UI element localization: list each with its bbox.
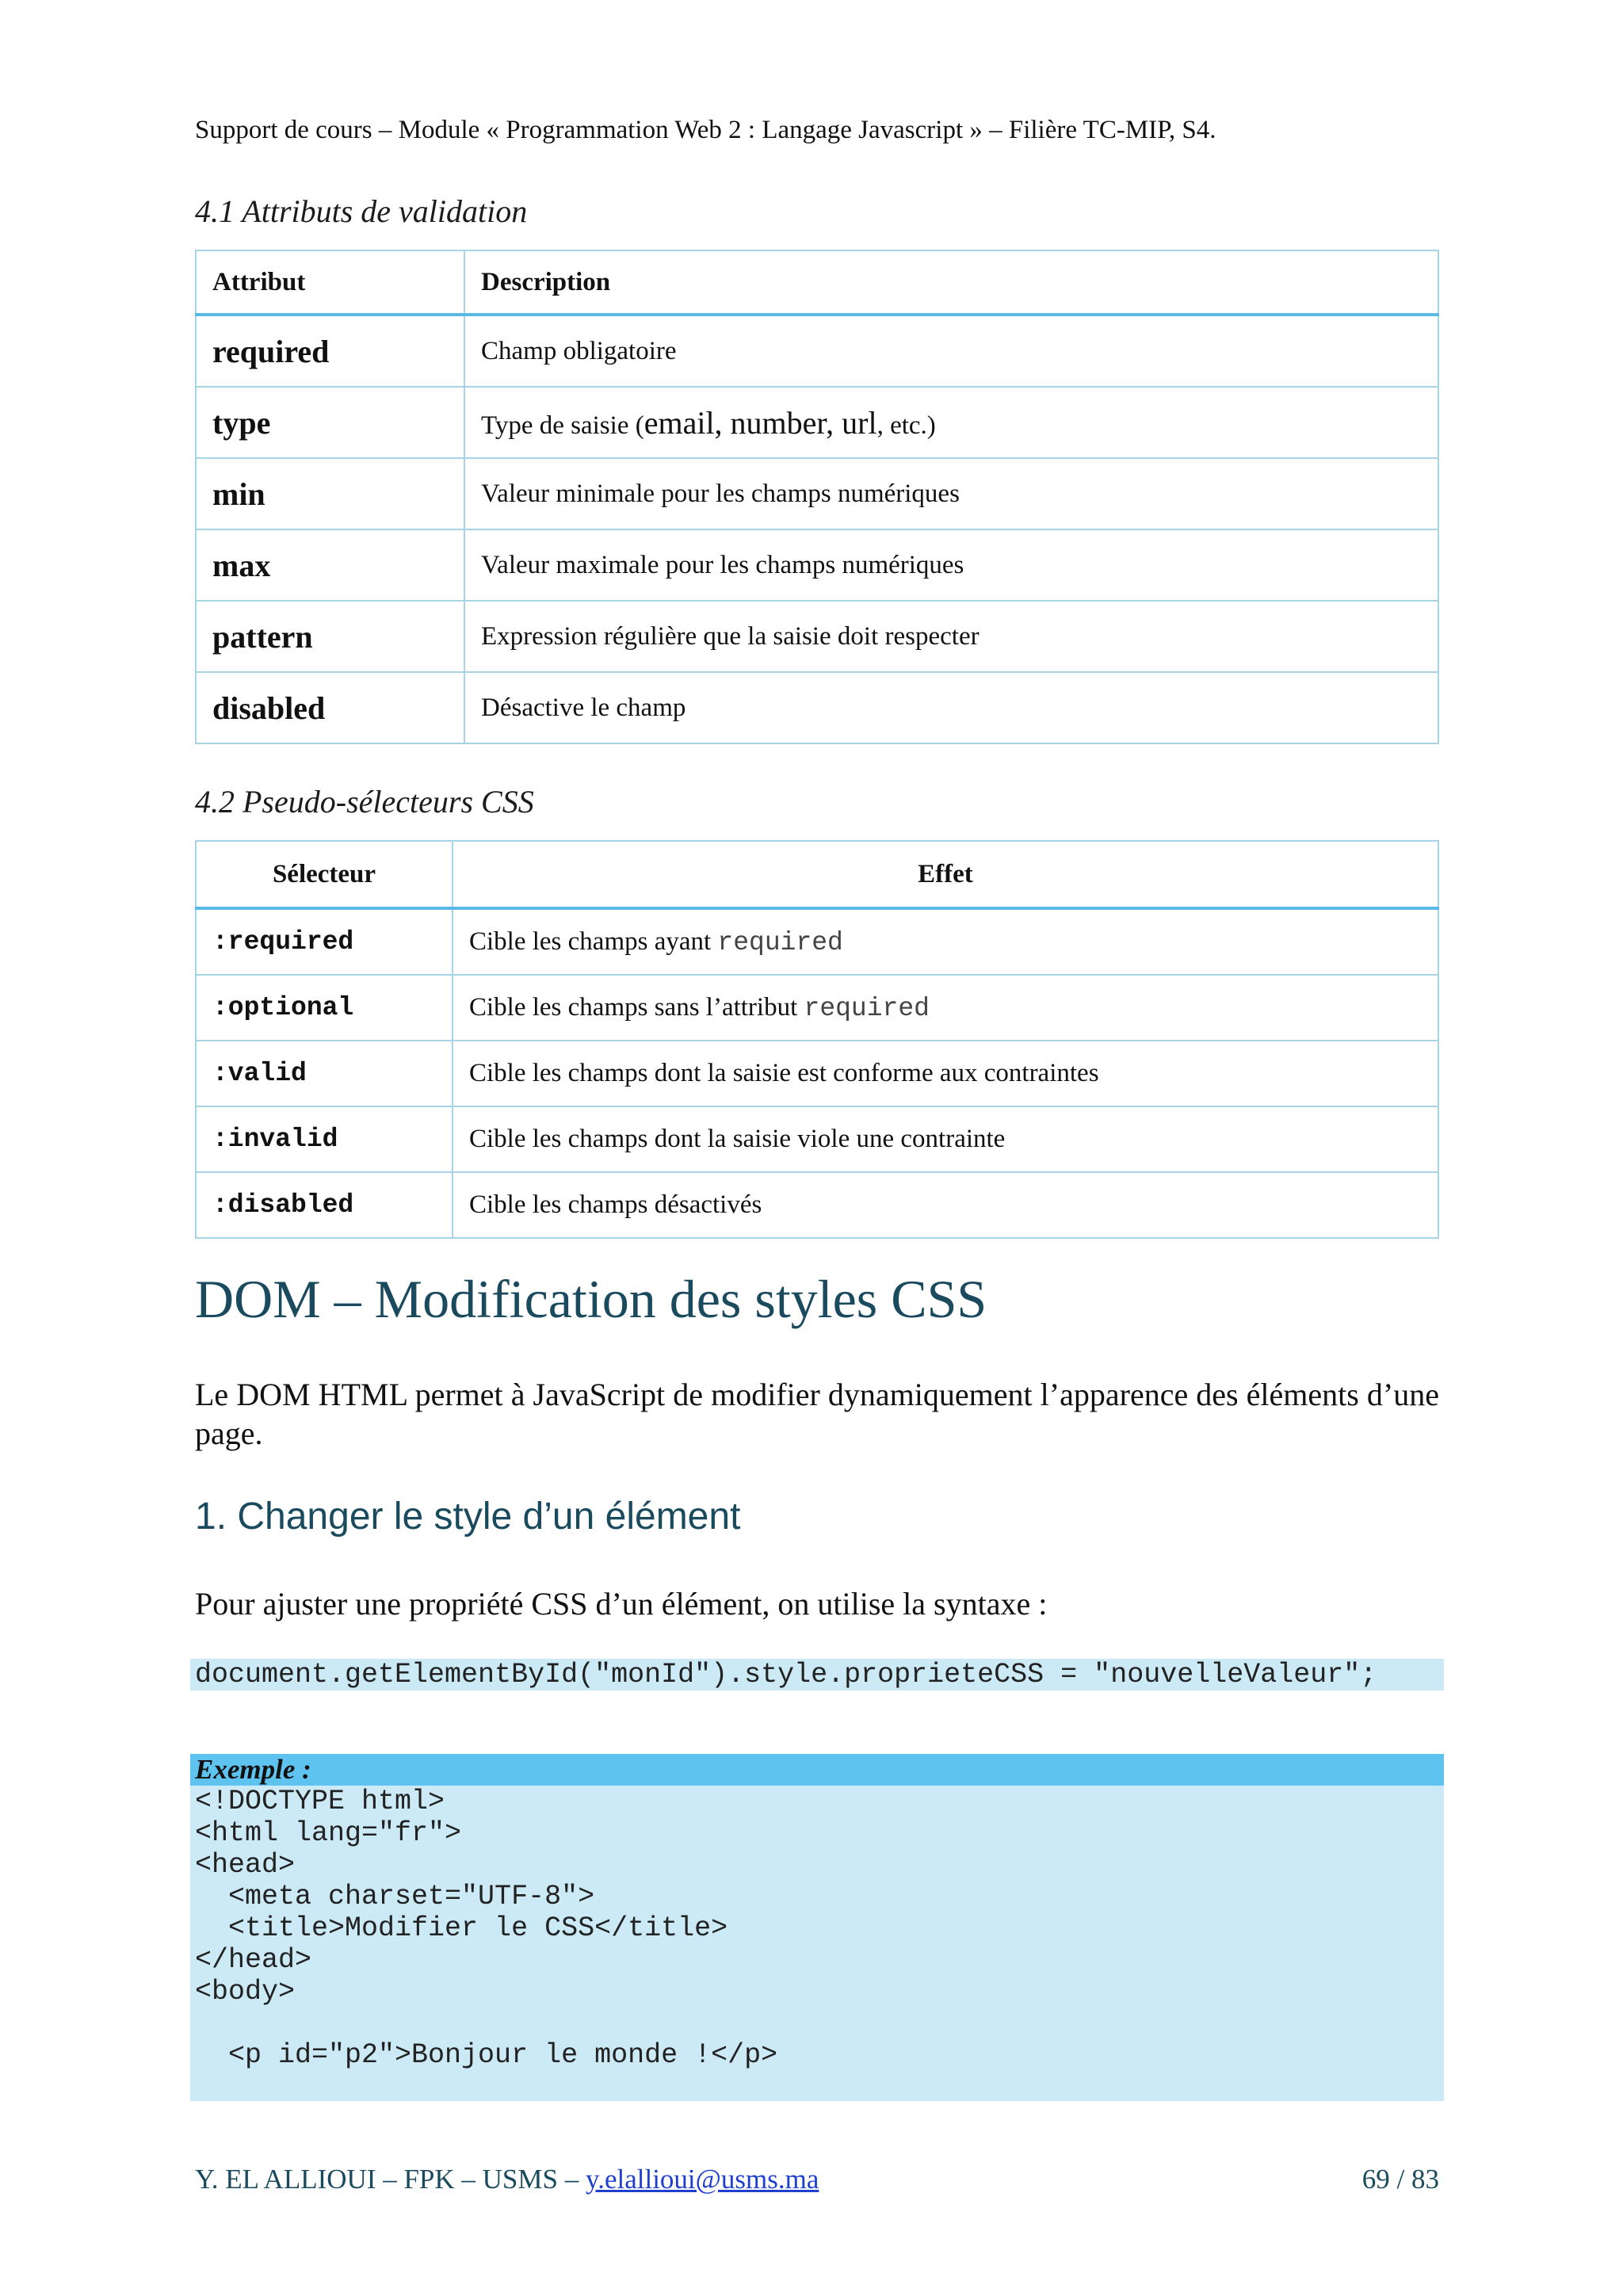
footer-author: Y. EL ALLIOUI – FPK – USMS – (195, 2164, 586, 2195)
column-header-selecteur: Sélecteur (196, 841, 453, 908)
table-row (196, 387, 1438, 458)
column-header-effet: Effet (453, 841, 1438, 908)
footer-email-link[interactable]: y.elallioui@usms.ma (585, 2164, 819, 2195)
description-prefix: Type de saisie ( (481, 411, 644, 440)
footer-author-line (195, 2164, 819, 2195)
effect-code: required (804, 993, 930, 1023)
description-cell: Expression régulière que la saisie doit respecter (464, 601, 1438, 672)
column-header-attribut: Attribut (196, 250, 464, 315)
effect-cell: Cible les champs désactivés (453, 1172, 1438, 1238)
table-row (196, 672, 1438, 743)
description-cell (464, 387, 1438, 458)
selector-cell: :disabled (196, 1172, 453, 1238)
dom-intro-paragraph: Le DOM HTML permet à JavaScript de modifier dynamiquement l’apparence des éléments d’une page. (195, 1377, 1439, 1451)
attribute-cell: max (196, 529, 464, 601)
effect-text: Cible les champs sans l’attribut (469, 992, 804, 1022)
example-code-block (190, 1754, 1444, 2101)
example-label: Exemple : (190, 1754, 1444, 1786)
table-row (196, 1106, 1438, 1172)
table-row (196, 315, 1438, 387)
attribute-cell: disabled (196, 672, 464, 743)
effect-cell (453, 908, 1438, 975)
running-header: Support de cours – Module « Programmation Web 2 : Langage Javascript » – Filière TC-MIP, S4. (195, 116, 1216, 144)
page-number: 69 / 83 (1361, 2164, 1439, 2195)
table-header-row (196, 841, 1438, 908)
column-header-description: Description (464, 250, 1438, 315)
validation-attributes-table (195, 250, 1439, 744)
table-row (196, 908, 1438, 975)
selector-cell: :optional (196, 975, 453, 1041)
attribute-cell: required (196, 315, 464, 387)
section-4-1-title: 4.1 Attributs de validation (195, 193, 528, 229)
section-4-2-title: 4.2 Pseudo-sélecteurs CSS (195, 784, 534, 819)
description-cell: Valeur maximale pour les champs numériques (464, 529, 1438, 601)
syntax-code-block (190, 1659, 1444, 1690)
selector-cell: :invalid (196, 1106, 453, 1172)
syntax-paragraph: Pour ajuster une propriété CSS d’un élément, on utilise la syntaxe : (195, 1586, 1048, 1622)
table-row (196, 458, 1438, 529)
description-types: email, number, url (643, 404, 877, 441)
table-row (196, 529, 1438, 601)
example-code: <!DOCTYPE html> <html lang="fr"> <head> <meta charset="UTF-8"> <title>Modifier le CSS</title> </head> <body> <p id="p2">Bonjour le monde !</p> (195, 1786, 778, 2071)
syntax-code: document.getElementById("monId").style.proprieteCSS = "nouvelleValeur"; (195, 1659, 1377, 1690)
selector-cell: :required (196, 908, 453, 975)
description-cell: Champ obligatoire (464, 315, 1438, 387)
attribute-cell: min (196, 458, 464, 529)
table-row (196, 601, 1438, 672)
table-header-row (196, 250, 1438, 315)
attribute-cell: pattern (196, 601, 464, 672)
dom-section-title: DOM – Modification des styles CSS (195, 1269, 987, 1329)
change-style-subtitle: 1. Changer le style d’un élément (195, 1496, 741, 1538)
selector-cell: :valid (196, 1041, 453, 1106)
table-row (196, 1041, 1438, 1106)
description-cell: Valeur minimale pour les champs numériques (464, 458, 1438, 529)
effect-cell: Cible les champs dont la saisie viole une contrainte (453, 1106, 1438, 1172)
table-row (196, 975, 1438, 1041)
description-suffix: , etc.) (876, 411, 936, 440)
effect-code: required (717, 927, 843, 957)
effect-text: Cible les champs ayant (469, 926, 718, 956)
attribute-cell: type (196, 387, 464, 458)
effect-cell (453, 975, 1438, 1041)
description-cell: Désactive le champ (464, 672, 1438, 743)
table-row (196, 1172, 1438, 1238)
effect-cell: Cible les champs dont la saisie est conforme aux contraintes (453, 1041, 1438, 1106)
pseudo-selectors-table (195, 840, 1439, 1239)
